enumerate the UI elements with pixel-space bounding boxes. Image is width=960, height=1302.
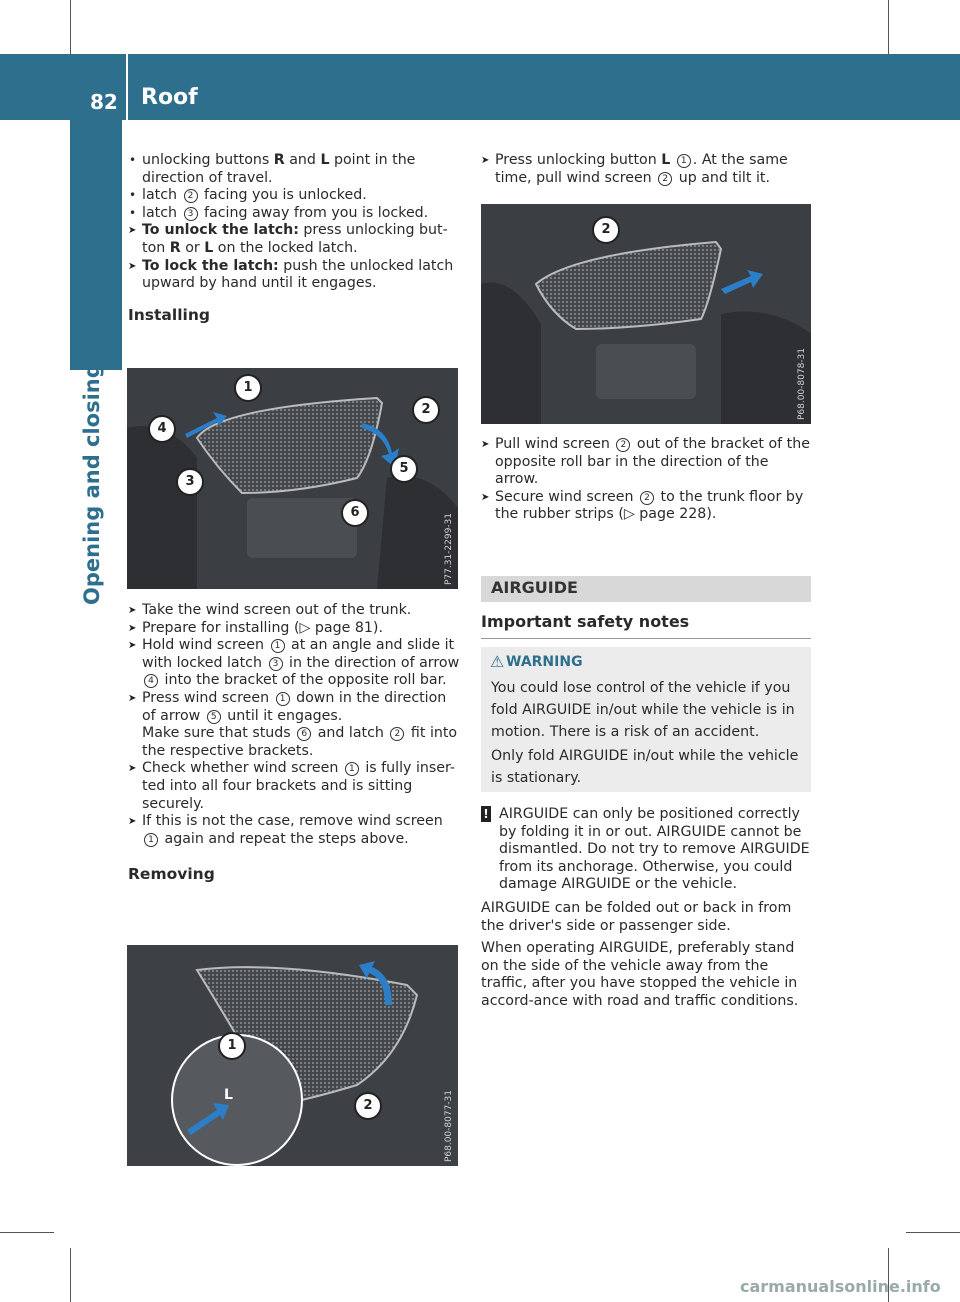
instruction-step: ➤ To lock the latch: push the unlocked latch upward by hand until it engages. — [128, 258, 458, 293]
note-item: ! AIRGUIDE can only be positioned correctly by folding it in or out. AIRGUIDE cannot be dismantled. Do not try to remove AIRGUIDE from its anchorage. Otherwise, you could damage AIRGUIDE or the vehicle. — [481, 806, 813, 894]
watermark: carmanualsonline.info — [740, 1277, 941, 1296]
header-divider — [126, 54, 128, 120]
install-steps — [128, 602, 460, 884]
figure-code: P68.00-8078-31 — [797, 347, 807, 420]
page-number: 82 — [90, 90, 118, 114]
notes — [481, 806, 813, 1011]
list-item: • unlocking buttons R and L point in the direction of travel. — [128, 152, 458, 187]
figure-code: P77.31-2299-31 — [444, 512, 454, 585]
warning-title: WARNING — [506, 654, 583, 670]
instruction-step: ➤ Press wind screen 1 down in the direction of arrow 5 until it engages. Make sure that studs 6 and latch 2 fit into the respective brackets. — [128, 690, 460, 760]
instruction-step: ➤ To unlock the latch: press unlocking but-ton R or L on the locked latch. — [128, 222, 458, 257]
callout-1: 1 — [234, 374, 262, 402]
exclamation-icon: ! — [481, 806, 491, 822]
crop-mark — [70, 1248, 71, 1302]
chapter-title: Opening and closing — [80, 363, 104, 605]
callout-2: 2 — [592, 216, 620, 244]
crop-mark — [70, 0, 71, 54]
removing-figure — [127, 945, 458, 1166]
list-item: • latch 3 facing away from you is locked. — [128, 205, 458, 223]
right-column — [481, 152, 813, 187]
callout-3: 3 — [176, 468, 204, 496]
instruction-step: ➤ If this is not the case, remove wind screen 1 again and repeat the steps above. — [128, 813, 460, 848]
callout-2: 2 — [412, 396, 440, 424]
figure-code: P68.00-8077-31 — [444, 1089, 454, 1162]
instruction-step: ➤ Check whether wind screen 1 is fully inser-ted into all four brackets and is sitting securely. — [128, 760, 460, 813]
installing-figure — [127, 368, 458, 589]
right-steps — [481, 436, 813, 524]
callout-2: 2 — [354, 1092, 382, 1120]
page-header — [0, 54, 960, 120]
instruction-step: ➤ Secure wind screen 2 to the trunk floor by the rubber strips (▷ page 228). — [481, 489, 813, 524]
paragraph: When operating AIRGUIDE, preferably stand on the side of the vehicle away from the traffic, after you have stopped the vehicle in accord-ance with road and traffic conditions. — [481, 940, 799, 1009]
crop-mark — [888, 0, 889, 54]
instruction-step: ➤ Pull wind screen 2 out of the bracket of the opposite roll bar in the direction of the arrow. — [481, 436, 813, 489]
warning-icon: ⚠ — [490, 652, 505, 671]
removing-illustration — [127, 945, 458, 1166]
callout-1: 1 — [218, 1032, 246, 1060]
instruction-step: ➤ Press unlocking button L 1 . At the same time, pull wind screen 2 up and tilt it. — [481, 152, 813, 187]
section-band — [481, 576, 811, 602]
subsection-title: Important safety notes — [481, 612, 690, 631]
side-tab-marker — [70, 120, 122, 370]
pull-out-illustration — [481, 204, 811, 424]
pull-out-figure — [481, 204, 811, 424]
crop-mark — [906, 1232, 960, 1233]
warning-body: You could lose control of the vehicle if you fold AIRGUIDE in/out while the vehicle is in motion. There is a risk of an accident. Only fold AIRGUIDE in/out while the vehicle is stationary. — [491, 680, 799, 786]
callout-ref: 3 — [184, 207, 198, 221]
callout-4: 4 — [148, 415, 176, 443]
section-band-title: AIRGUIDE — [491, 578, 578, 597]
warning-box — [481, 647, 811, 792]
callout-6: 6 — [341, 499, 369, 527]
instruction-step: ➤ Take the wind screen out of the trunk. — [128, 602, 460, 620]
list-item: • latch 2 facing you is unlocked. — [128, 187, 458, 205]
callout-5: 5 — [390, 455, 418, 483]
section-heading-installing: Installing — [128, 305, 210, 324]
crop-mark — [0, 1232, 54, 1233]
instruction-step: ➤ Hold wind screen 1 at an angle and slide it with locked latch 3 in the direction of arrow 4 into the bracket of the opposite roll bar. — [128, 637, 460, 690]
subsection-heading — [481, 612, 811, 639]
paragraph: AIRGUIDE can be folded out or back in from the driver's side or passenger side. — [481, 899, 792, 934]
instruction-step: ➤ Prepare for installing (▷ page 81). — [128, 620, 460, 638]
page-title: Roof — [141, 85, 198, 110]
section-heading-removing: Removing — [128, 865, 215, 884]
callout-ref: 2 — [184, 189, 198, 203]
left-column — [128, 152, 458, 324]
unlock-button-l-label: L — [224, 1087, 233, 1103]
